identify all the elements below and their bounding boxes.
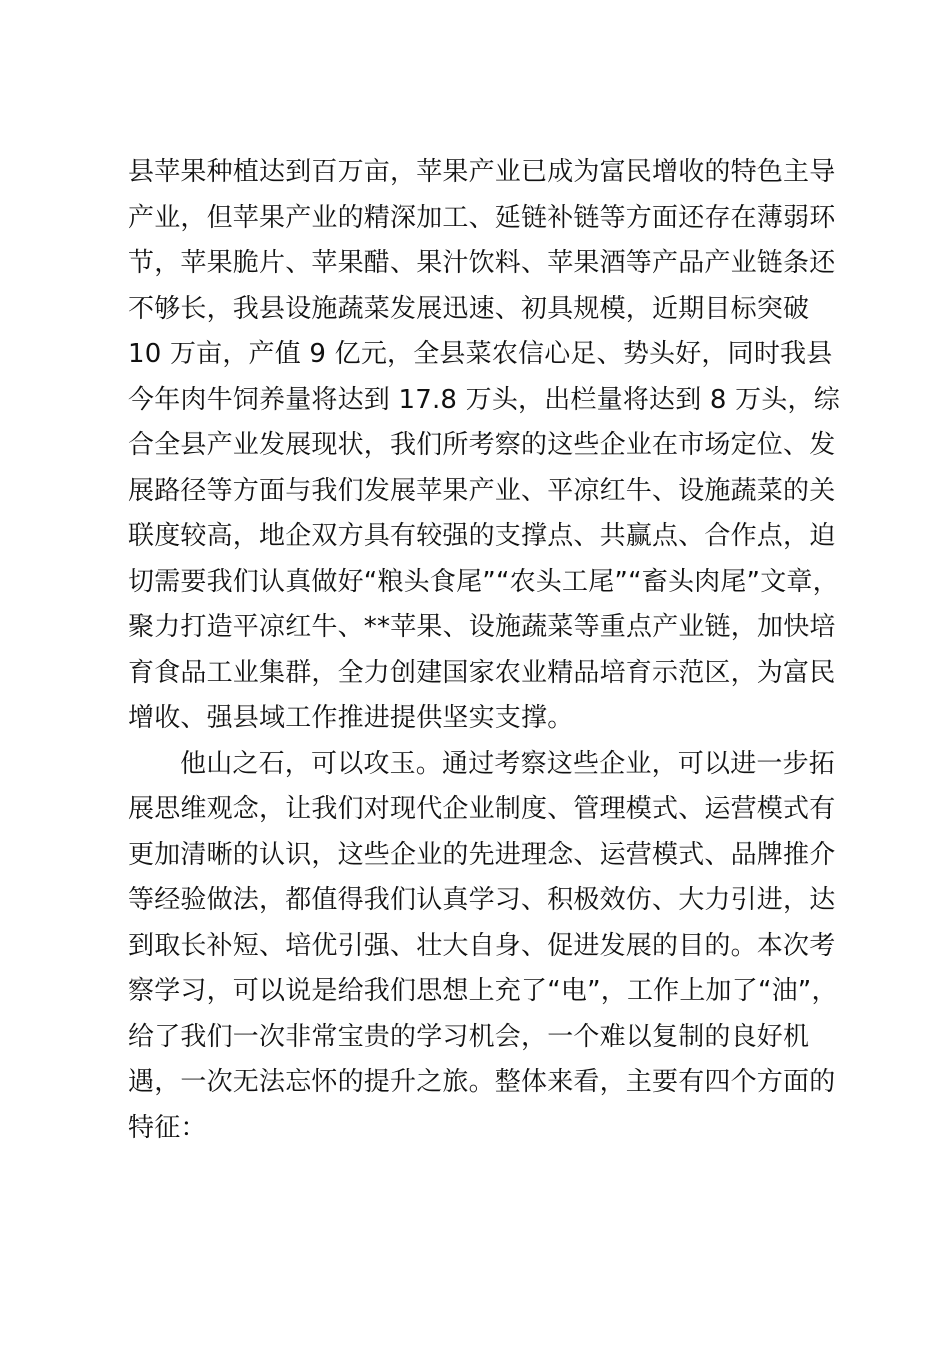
paragraph-line: 特征： (128, 1112, 207, 1143)
paragraph-line: 联度较高，地企双方具有较强的支撑点、共赢点、合作点，迫 (128, 521, 836, 551)
paragraph-line: 增收、强县域工作推进提供坚实支撑。 (128, 703, 574, 733)
paragraph-2 (128, 742, 838, 1152)
document-body (128, 150, 840, 1151)
paragraph-1 (128, 150, 840, 742)
paragraph-line: 县苹果种植达到百万亩，苹果产业已成为富民增收的特色主导 (128, 157, 836, 187)
paragraph-line-first: 他山之石，可以攻玉。通过考察这些企业，可以进一步拓 (180, 748, 836, 779)
paragraph-line: 更加清晰的认识，这些企业的先进理念、运营模式、品牌推介 (128, 839, 836, 870)
paragraph-line: 给了我们一次非常宝贵的学习机会，一个难以复制的良好机 (128, 1021, 810, 1052)
paragraph-line: 育食品工业集群，全力创建国家农业精品培育示范区，为富民 (128, 657, 836, 688)
paragraph-line: 展路径等方面与我们发展苹果产业、平凉红牛、设施蔬菜的关 (128, 475, 836, 506)
paragraph-line: 节，苹果脆片、苹果醋、果汁饮料、苹果酒等产品产业链条还 (128, 248, 836, 278)
paragraph-line: 聚力打造平凉红牛、**苹果、设施蔬菜等重点产业链，加快培 (128, 612, 836, 642)
paragraph-line: 展思维观念，让我们对现代企业制度、管理模式、运营模式有 (128, 794, 836, 824)
paragraph-line: 不够长，我县设施蔬菜发展迅速、初具规模，近期目标突破 (128, 293, 810, 324)
paragraph-line: 察学习，可以说是给我们思想上充了“电”，工作上加了“油”， (128, 976, 838, 1006)
paragraph-line: 合全县产业发展现状，我们所考察的这些企业在市场定位、发 (128, 430, 836, 460)
paragraph-line: 切需要我们认真做好“粮头食尾”“农头工尾”“畜头肉尾”文章， (128, 566, 839, 597)
paragraph-line: 等经验做法，都值得我们认真学习、积极效仿、大力引进，达 (128, 885, 836, 915)
paragraph-line: 10 万亩，产值 9 亿元，全县菜农信心足、势头好，同时我县 (128, 339, 833, 369)
paragraph-line: 产业，但苹果产业的精深加工、延链补链等方面还存在薄弱环 (128, 202, 836, 233)
paragraph-line: 到取长补短、培优引强、壮大自身、促进发展的目的。本次考 (128, 930, 836, 961)
paragraph-line: 今年肉牛饲养量将达到 17.8 万头，出栏量将达到 8 万头，综 (128, 384, 840, 415)
paragraph-line: 遇，一次无法忘怀的提升之旅。整体来看，主要有四个方面的 (128, 1067, 836, 1097)
